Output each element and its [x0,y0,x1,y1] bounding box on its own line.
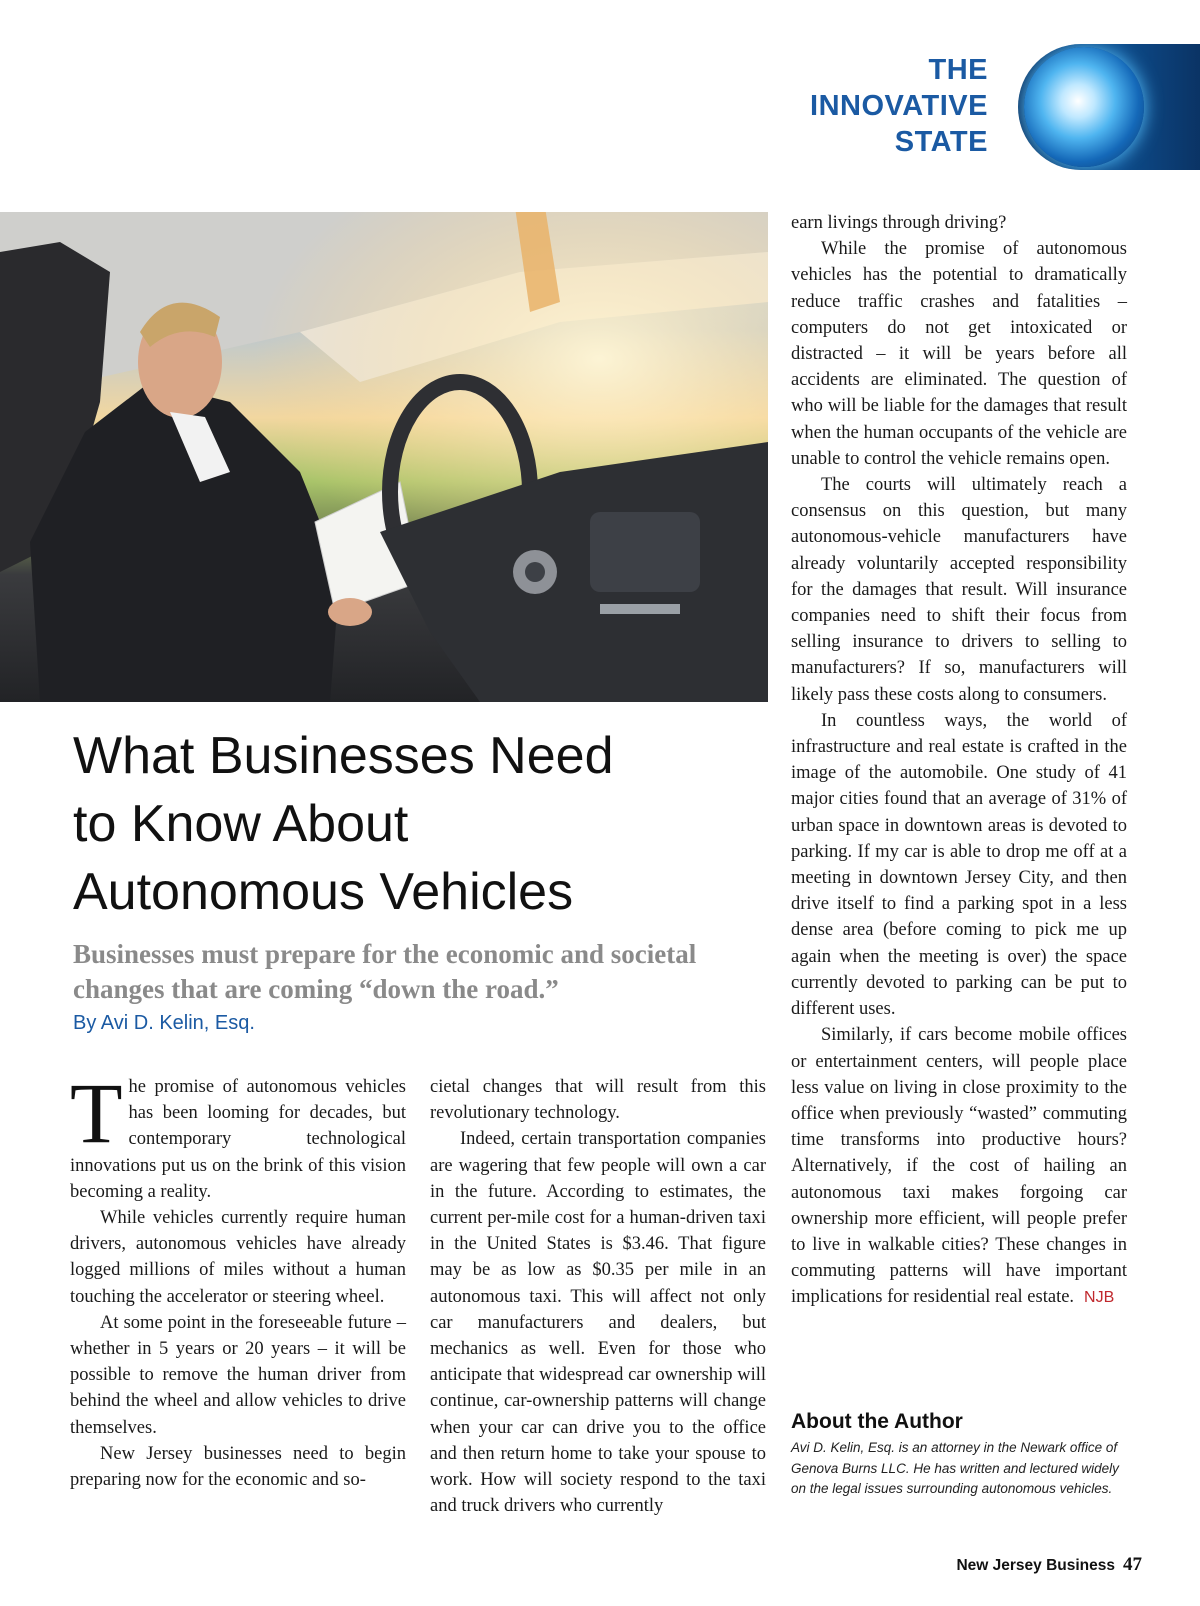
paragraph-4-start: New Jersey businesses need to begin preparing now for the economic and so- [70,1443,406,1491]
paragraph-9-text: Similarly, if cars become mobile offices or entertainment centers, will people place less value on living in close proximity to the office when previously “wasted” commuting time transforms into productive hours? Alternatively, if the cost of hailing an autonomous taxi makes forgoing car ownership more efficient, will people prefer to live in walkable cities? These changes in commuting patterns will have important implications for residential real estate. [791,1025,1127,1308]
badge-line-3: STATE [894,126,988,158]
title-line-3: Autonomous Vehicles [73,863,574,921]
body-column-3 [791,210,1127,1312]
drop-cap: T [70,1065,123,1161]
title-line-1: What Businesses Need [73,727,614,785]
paragraph-1 [70,1065,406,1205]
title-line-2: to Know About [73,795,409,853]
paragraph-6: While the promise of autonomous vehicles has the potential to dramatically reduce traffic crashes and fatalities – computers do not get intoxicated or distracted – it will be years before all accidents are eliminated. The question of who will be liable for the damages that result when the human occupants of the vehicle are unable to control the vehicle remains open. [791,239,1127,469]
article-byline: By Avi D. Kelin, Esq. [73,1012,255,1034]
article-title [73,722,753,926]
globe-icon [1024,47,1144,167]
paragraph-8: In countless ways, the world of infrastructure and real estate is crafted in the image of the automobile. One study of 41 major cities found that an average of 31% of urban space in downtown areas is devoted to parking. If my car is able to drop me off at a meeting in downtown Jersey City, and then drive itself to find a parking spot in a less dense area (before coming to pick me up again when the meeting is over) the space currently devoted to parking can be put to different uses. [791,710,1127,1020]
section-badge-title [728,52,988,160]
badge-line-2: INNOVATIVE [810,90,988,122]
paragraph-1-text: he promise of autonomous vehicles has been looming for decades, but contemporary technological innovations put us on the brink of this vision becoming a reality. [70,1077,406,1202]
about-author-bio: Avi D. Kelin, Esq. is an attorney in the Newark office of Genova Burns LLC. He has written and lectured widely on the legal issues surrounding autonomous vehicles. [791,1440,1119,1496]
paragraph-5-end: earn livings through driving? [791,213,1007,233]
about-author-heading: About the Author [791,1410,963,1433]
body-column-1 [70,1065,406,1493]
page-footer [956,1554,1142,1576]
paragraph-4-end: cietal changes that will result from this revolutionary technology. [430,1077,766,1124]
paragraph-9 [791,1022,1127,1311]
car-interior-illustration [0,212,768,702]
page-number: 47 [1123,1554,1142,1575]
badge-line-1: THE [928,54,988,86]
paragraph-2: While vehicles currently require human drivers, autonomous vehicles have already logged millions of miles without a human touching the accelerator or steering wheel. [70,1208,406,1307]
article-deck: Businesses must prepare for the economic and societal changes that are coming “down the road.” [73,939,697,1004]
globe-badge [1018,44,1200,170]
article-photo [0,212,768,702]
body-column-2 [430,1074,766,1519]
paragraph-3: At some point in the foreseeable future – whether in 5 years or 20 years – it will be possible to remove the human driver from behind the wheel and allow vehicles to drive themselves. [70,1312,406,1438]
paragraph-5-start: Indeed, certain transportation companies are wagering that few people will own a car in the future. According to estimates, the current per-mile cost for a human-driven taxi in the United States is $3.46. That figure may be as low as $0.35 per mile in an autonomous taxi. This will affect not only car manufacturers and dealers, but mechanics as well. Even for those who anticipate that widespread car ownership will continue, car-ownership patterns will change when your car can drive you to the office and then return home to take your spouse to work. How will society respond to the taxi and truck drivers who currently [430,1129,766,1517]
end-mark: NJB [1084,1289,1115,1307]
publication-name: New Jersey Business [956,1557,1115,1574]
paragraph-7: The courts will ultimately reach a consensus on this question, but many autonomous-vehicle manufacturers have already voluntarily accepted responsibility for the damages that result. Will insurance companies need to shift their focus from selling insurance to drivers to selling to manufacturers? If so, manufacturers will likely pass these costs along to consumers. [791,475,1127,705]
